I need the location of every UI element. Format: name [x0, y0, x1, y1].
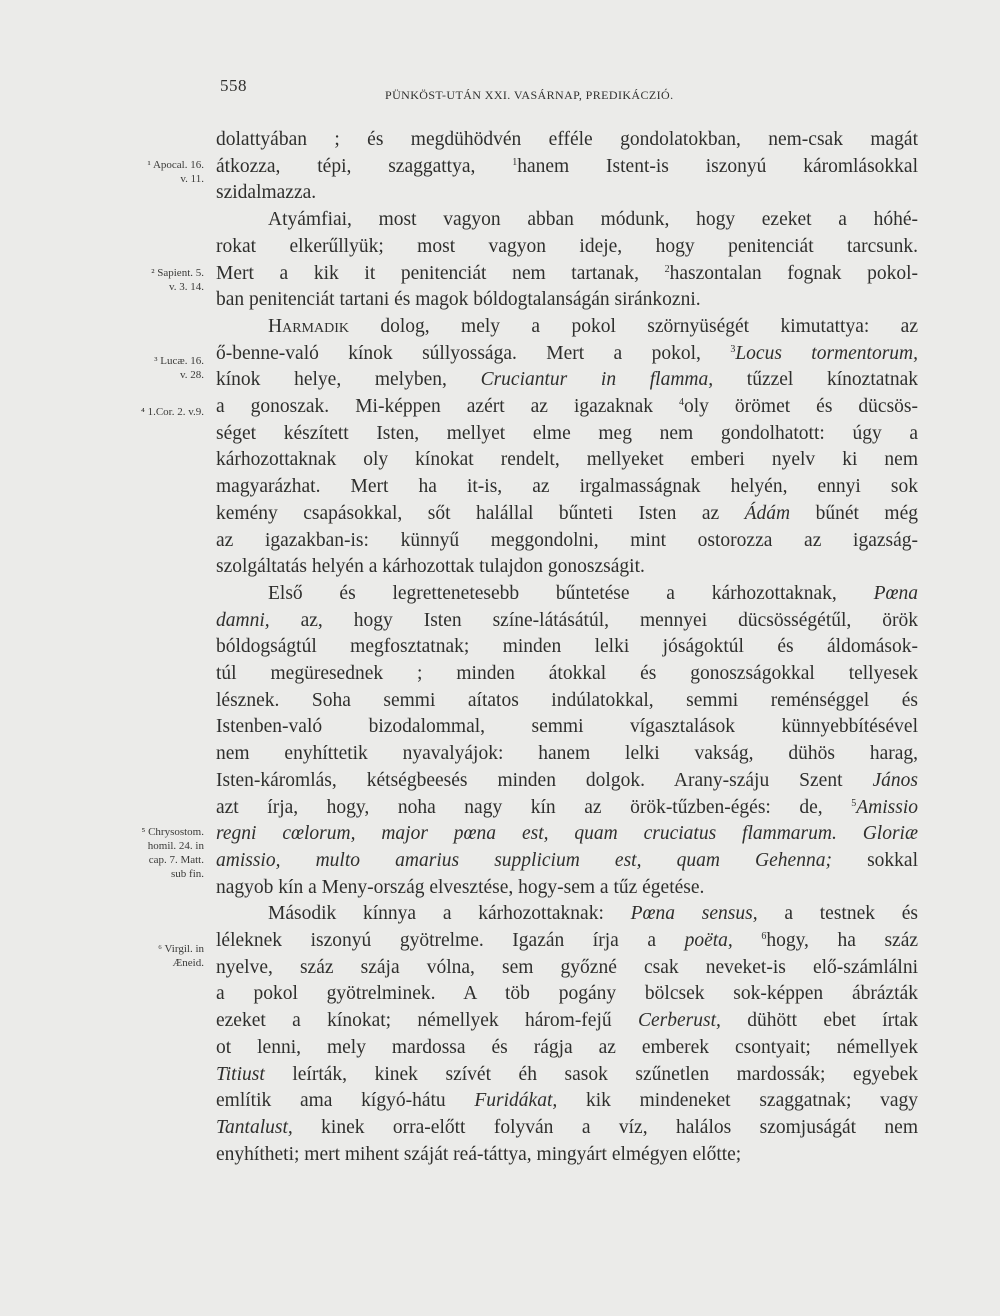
text-line	[216, 341, 918, 367]
text-line	[216, 981, 918, 1007]
footnote-ref: 6	[761, 931, 767, 942]
margin-note-line: v. 11.	[180, 173, 204, 185]
text-run: túl megüresednek ; minden átokkal és gonoszságokkal tellyesek	[216, 663, 918, 684]
text-run: magyarázhat. Mert ha it-is, az irgalmasságnak helyén, ennyi sok	[216, 476, 918, 498]
italic-run: Cruciantur in flamma,	[480, 369, 714, 391]
text-line	[216, 661, 918, 687]
italic-run: Ádám	[744, 502, 791, 524]
text-line	[216, 875, 918, 901]
text-run: Mert a kik it penitenciát nem tartanak,	[216, 262, 665, 284]
margin-note-line: v. 3. 14.	[168, 281, 204, 293]
text-run: oly örömet és dücsös-	[684, 396, 918, 417]
text-run: szolgáltatás helyén a kárhozottak tulajdon gonoszságit.	[216, 556, 645, 578]
text-line	[216, 688, 918, 714]
text-line	[216, 1008, 918, 1034]
text-run: nyelve, száz szája vólna, sem győzné csak neveket-is elő-számlálni	[216, 956, 918, 978]
text-line	[216, 955, 918, 981]
text-run: kinek orra-előtt folyván a víz, halálos szomjuságát nem	[292, 1116, 918, 1138]
text-run: ot lenni, mely mardossa és rágja az emberek csontyait; némellyek	[216, 1036, 918, 1058]
text-line	[216, 928, 918, 954]
italic-run: poëta,	[684, 930, 733, 951]
text-run: kik mindeneket szaggatnak; vagy	[557, 1090, 918, 1112]
page-number: 558	[220, 76, 247, 95]
text-run: említik ama kígyó-hátu	[216, 1090, 475, 1112]
text-run: rokat elkerűllyük; most vagyon ideje, hogy penitenciát tarcsunk.	[216, 235, 918, 257]
text-line	[216, 795, 918, 821]
text-run	[733, 930, 762, 951]
margin-note-line: ¹ Apocal. 16.	[147, 159, 204, 171]
text-line	[216, 1062, 918, 1088]
italic-run: regni cœlorum, major pœna est, quam cruciatus flammarum. Gloriæ	[216, 823, 918, 845]
text-run: léleknek iszonyú gyötrelme. Igazán írja a	[216, 930, 685, 951]
text-run: dolattyában ; és megdühödvén efféle gondolatokban, nem-csak magát	[216, 129, 918, 150]
text-run: az igazakban-is: künnyű meggondolni, mint ostorozza az igazság-	[216, 529, 918, 551]
text-run: Atyámfiai, most vagyon abban módunk, hogy ezeket a hóhé-	[268, 209, 918, 231]
text-line	[216, 1115, 918, 1141]
text-line	[216, 634, 918, 660]
text-line	[216, 447, 918, 473]
text-run: ezeket a kínokat; némellyek három-fejű	[216, 1010, 638, 1032]
text-run: azt írja, hogy, noha nagy kín az örök-tűzben-égés: de,	[216, 796, 852, 818]
footnote-ref: 4	[679, 397, 684, 408]
text-run: Isten-káromlás, kétségbeesés minden dolgok. Arany-száju Szent	[216, 769, 873, 791]
text-line	[216, 1142, 918, 1168]
text-line	[216, 821, 918, 847]
margin-note-line: ⁶ Virgil. in	[158, 943, 204, 955]
text-run: Első és legrettenetesebb bűntetése a kárhozottaknak,	[268, 582, 874, 604]
text-line	[216, 367, 918, 393]
text-line	[268, 207, 918, 233]
margin-note-line: ⁵ Chrysostom.	[141, 826, 204, 838]
margin-note	[151, 266, 204, 294]
text-run: kemény csapásokkal, sőt halállal bűnteti Isten az	[216, 502, 745, 524]
italic-run: Tantalust,	[216, 1116, 293, 1138]
margin-note-line: sub fin.	[171, 868, 204, 880]
text-run: haszontalan fognak pokol-	[669, 262, 918, 284]
italic-run: amissio, multo amarius supplicium est, quam Gehenna;	[216, 849, 832, 871]
text-run: hanem Istent-is iszonyú káromlásokkal	[517, 155, 918, 177]
footnote-ref: 3	[730, 343, 736, 355]
text-run: kínok helye, melyben,	[216, 369, 481, 391]
text-line	[268, 314, 918, 340]
text-line	[216, 127, 918, 153]
text-line	[216, 741, 918, 767]
text-line	[216, 768, 918, 794]
text-line	[216, 287, 918, 313]
text-line	[216, 154, 918, 180]
margin-note	[154, 354, 204, 382]
italic-run: Locus tormentorum,	[735, 342, 918, 364]
italic-run: Cerberust,	[637, 1010, 721, 1032]
text-run: nagyob kín a Meny-ország elvesztése, hogy-sem a tűz égetése.	[216, 876, 705, 898]
text-line	[268, 581, 918, 607]
text-run: séget készített Isten, mellyet elme meg nem gondolhatott: úgy a	[216, 422, 918, 444]
smallcaps-run: Harmadik	[268, 315, 349, 337]
text-line	[216, 714, 918, 740]
text-run: lésznek. Soha semmi aítatos indúlatokkal, semmi reménséggel és	[216, 689, 918, 711]
running-head: PÜNKÖST-UTÁN XXI. VASÁRNAP, PREDIKÁCZIÓ.	[385, 88, 674, 102]
text-run: a gonoszak. Mi-képpen azért az igazaknak	[216, 396, 679, 417]
italic-run: damni,	[216, 609, 270, 631]
text-run: hogy, ha száz	[766, 930, 918, 951]
margin-note	[158, 942, 204, 970]
text-run: Második kínnya a kárhozottaknak:	[268, 903, 631, 925]
text-line	[216, 234, 918, 260]
text-line	[216, 180, 918, 206]
italic-run: Titiust	[216, 1063, 265, 1085]
text-run: enyhítheti; mert mihent száját reá-táttya, mingyárt elmégyen előtte;	[216, 1143, 742, 1165]
text-line	[216, 421, 918, 447]
text-line	[216, 474, 918, 500]
text-run: bűnét még	[790, 502, 918, 524]
italic-run: Pœna	[873, 582, 918, 604]
text-run: a pokol gyötrelminek. A töb pogány bölcsek sok-képpen ábrázták	[216, 983, 918, 1005]
text-line	[216, 394, 918, 420]
margin-note-line: v. 28.	[179, 369, 204, 381]
text-line	[268, 901, 918, 927]
margin-note	[141, 405, 204, 419]
footnote-ref: 5	[851, 797, 857, 809]
text-line	[216, 528, 918, 554]
margin-note-line: ² Sapient. 5.	[151, 267, 204, 279]
text-run: dühött ebet írtak	[720, 1010, 918, 1032]
margin-note-line: homil. 24. in	[147, 840, 204, 852]
text-line	[216, 501, 918, 527]
footnote-ref: 2	[664, 263, 670, 275]
text-line	[216, 848, 918, 874]
text-run: szidalmazza.	[216, 182, 317, 204]
text-run: a testnek és	[757, 903, 918, 925]
italic-run: Furidákat,	[474, 1090, 558, 1112]
margin-note-line: ³ Lucæ. 16.	[154, 355, 204, 367]
text-line	[216, 608, 918, 634]
text-run: dolog, mely a pokol szörnyüségét kimutattya: az	[348, 315, 918, 337]
text-line	[216, 1035, 918, 1061]
footnote-ref: 1	[512, 156, 518, 168]
text-line	[216, 1088, 918, 1114]
text-line	[216, 261, 918, 287]
text-run: ő-benne-való kínok súllyossága. Mert a pokol,	[216, 342, 731, 364]
text-run: az, hogy Isten színe-látásátúl, mennyei dücsösségétűl, örök	[269, 609, 918, 631]
margin-note-line: ⁴ 1.Cor. 2. v.9.	[140, 406, 204, 418]
italic-run: Amissio	[856, 796, 918, 818]
text-line	[216, 554, 918, 580]
text-run: Istenben-való bizodalommal, semmi vígasztalások künnyebbítésével	[216, 716, 918, 738]
text-run: kárhozottaknak oly kínokat rendelt, mellyeket emberi nyelv ki nem	[216, 449, 918, 471]
italic-run: Pœna sensus,	[630, 903, 758, 925]
margin-note	[148, 158, 204, 186]
margin-note	[141, 825, 204, 881]
text-run: átkozza, tépi, szaggattya,	[216, 155, 513, 177]
text-run: ban penitenciát tartani és magok bóldogtalanságán siránkozni.	[216, 289, 701, 311]
margin-note-line: Æneid.	[172, 957, 204, 969]
italic-run: János	[872, 769, 918, 791]
text-run: nem enyhíttetik nyavalyájok: hanem lelki vakság, dühös harag,	[216, 743, 918, 765]
text-run: sokkal	[831, 849, 918, 871]
text-run: bóldogságtúl megfosztatnak; minden lelki jóságoktúl és áldomások-	[216, 636, 918, 658]
text-run: leírták, kinek szívét éh sasok szűnetlen mardossák; egyebek	[264, 1063, 918, 1085]
margin-note-line: cap. 7. Matt.	[148, 854, 204, 866]
text-run: tűzzel kínoztatnak	[713, 369, 918, 391]
